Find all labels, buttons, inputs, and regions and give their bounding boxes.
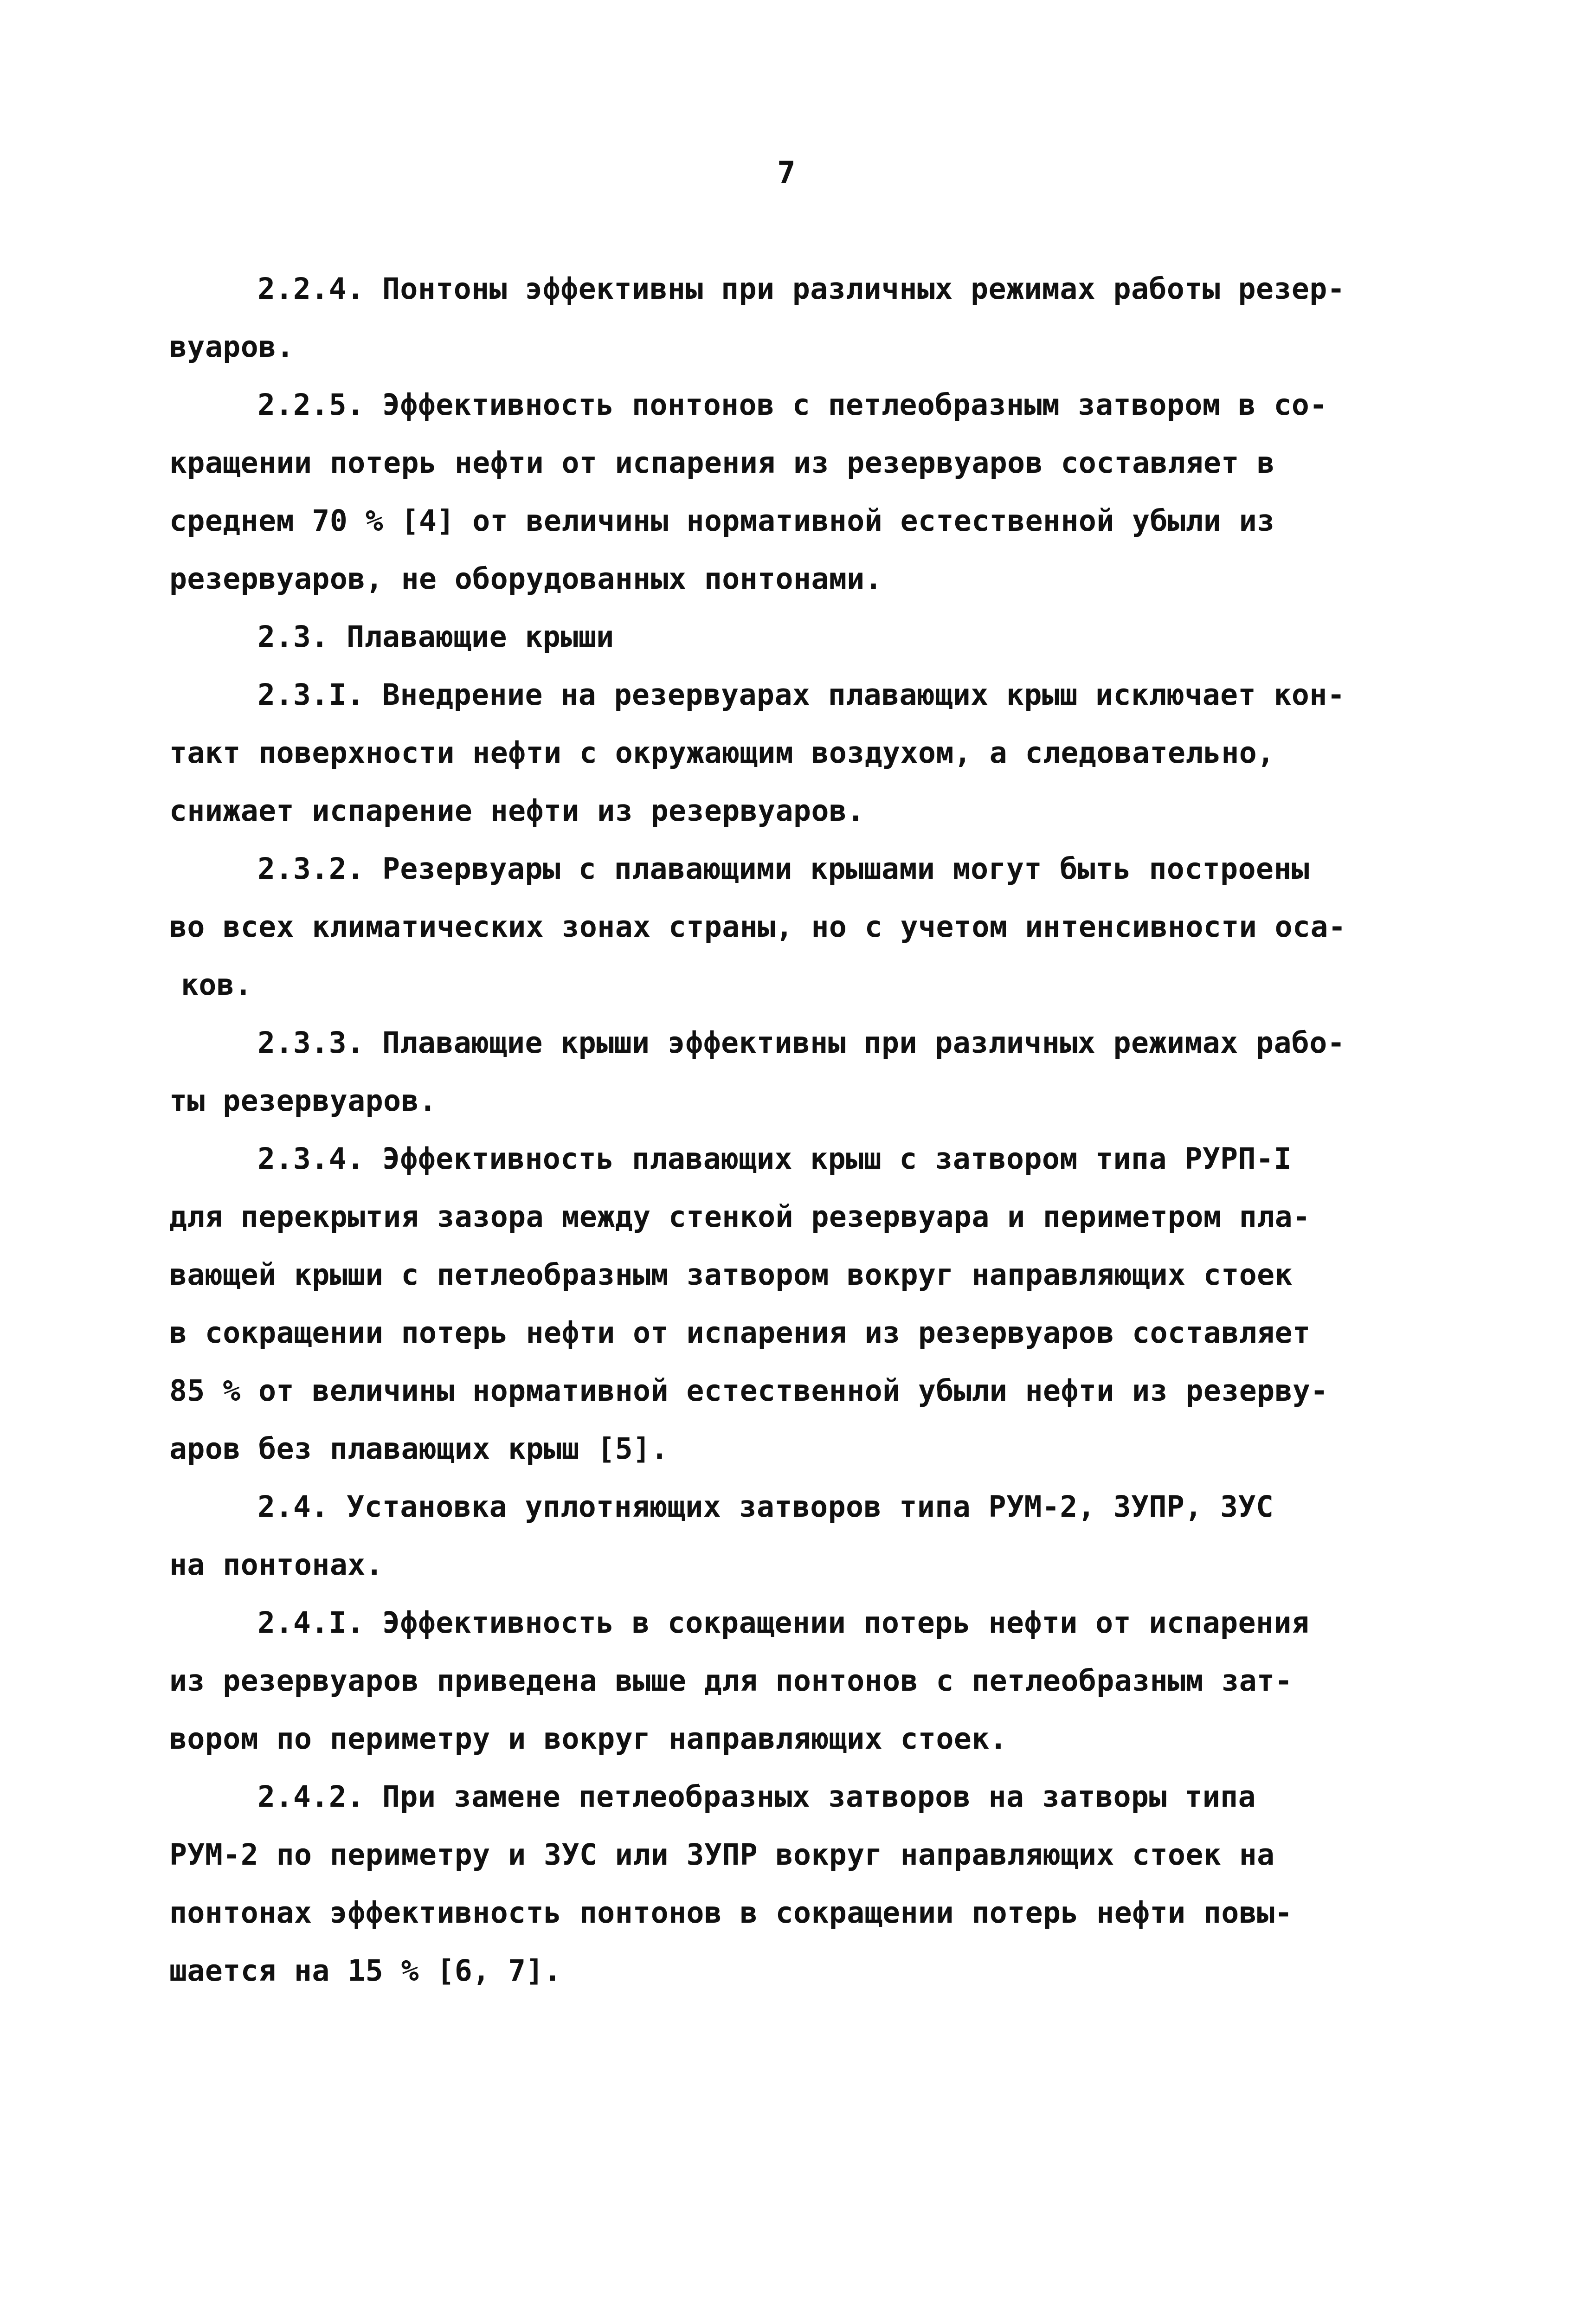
text-line: кращении потерь нефти от испарения из резервуаров составляет в xyxy=(169,446,1275,480)
text-line: 85 % от величины нормативной естественной убыли нефти из резерву- xyxy=(169,1374,1328,1408)
paragraph-2-3-4 xyxy=(169,1130,1385,1478)
text-line: 2.4.2. При замене петлеобразных затворов на затворы типа xyxy=(257,1780,1256,1814)
text-line: РУМ-2 по периметру и ЗУС или ЗУПР вокруг направляющих стоек на xyxy=(169,1838,1275,1872)
text-line: шается на 15 % [6, 7]. xyxy=(169,1954,562,1988)
paragraph-2-4-1 xyxy=(169,1594,1385,1768)
text-line: в сокращении потерь нефти от испарения из резервуаров составляет xyxy=(169,1316,1311,1350)
text-line: во всех климатических зонах страны, но с учетом интенсивности оса- xyxy=(169,910,1346,944)
text-line: вором по периметру и вокруг направляющих стоек. xyxy=(169,1722,1008,1756)
section-heading-2-4 xyxy=(169,1478,1385,1594)
paragraph-2-2-4 xyxy=(169,260,1385,376)
text-line: 2.3. Плавающие крыши xyxy=(257,620,614,654)
paragraph-2-4-2 xyxy=(169,1768,1385,2000)
paragraph-2-3-3 xyxy=(169,1014,1385,1130)
text-line: такт поверхности нефти с окружающим воздухом, а следовательно, xyxy=(169,736,1275,770)
text-line: ты резервуаров. xyxy=(169,1084,437,1118)
text-line: вающей крыши с петлеобразным затвором вокруг направляющих стоек xyxy=(169,1258,1293,1292)
text-line: резервуаров, не оборудованных понтонами. xyxy=(169,562,883,596)
text-line: 2.3.4. Эффективность плавающих крыш с затвором типа РУРП-I xyxy=(257,1142,1292,1176)
text-line: 2.2.4. Понтоны эффективны при различных режимах работы резер- xyxy=(257,272,1345,306)
text-line: 2.2.5. Эффективность понтонов с петлеобразным затвором в со- xyxy=(257,388,1327,422)
text-line: из резервуаров приведена выше для понтонов с петлеобразным зат- xyxy=(169,1664,1293,1698)
text-line: среднем 70 % [4] от величины нормативной естественной убыли из xyxy=(169,504,1275,538)
text-line: для перекрытия зазора между стенкой резервуара и периметром пла- xyxy=(169,1200,1311,1234)
body-text xyxy=(169,260,1385,2000)
text-line: 2.4. Установка уплотняющих затворов типа РУМ-2, ЗУПР, ЗУС xyxy=(257,1490,1274,1524)
text-line: аров без плавающих крыш [5]. xyxy=(169,1432,669,1466)
paragraph-2-2-5 xyxy=(169,376,1385,608)
page-number: 7 xyxy=(777,155,796,191)
text-line: вуаров. xyxy=(169,330,295,364)
paragraph-2-3-1 xyxy=(169,666,1385,840)
text-line: 2.4.I. Эффективность в сокращении потерь нефти от испарения xyxy=(257,1606,1310,1640)
paragraph-2-3-2 xyxy=(169,840,1385,1014)
text-line: 2.3.2. Резервуары с плавающими крышами могут быть построены xyxy=(257,852,1310,886)
text-line: 2.3.3. Плавающие крыши эффективны при различных режимах рабо- xyxy=(257,1026,1345,1060)
text-line: понтонах эффективность понтонов в сокращении потерь нефти повы- xyxy=(169,1896,1293,1930)
text-line: снижает испарение нефти из резервуаров. xyxy=(169,794,865,828)
text-line: на понтонах. xyxy=(169,1548,384,1582)
text-line: ков. xyxy=(181,968,252,1002)
section-heading-2-3 xyxy=(169,608,1385,666)
text-line: 2.3.I. Внедрение на резервуарах плавающих крыш исключает кон- xyxy=(257,678,1345,712)
